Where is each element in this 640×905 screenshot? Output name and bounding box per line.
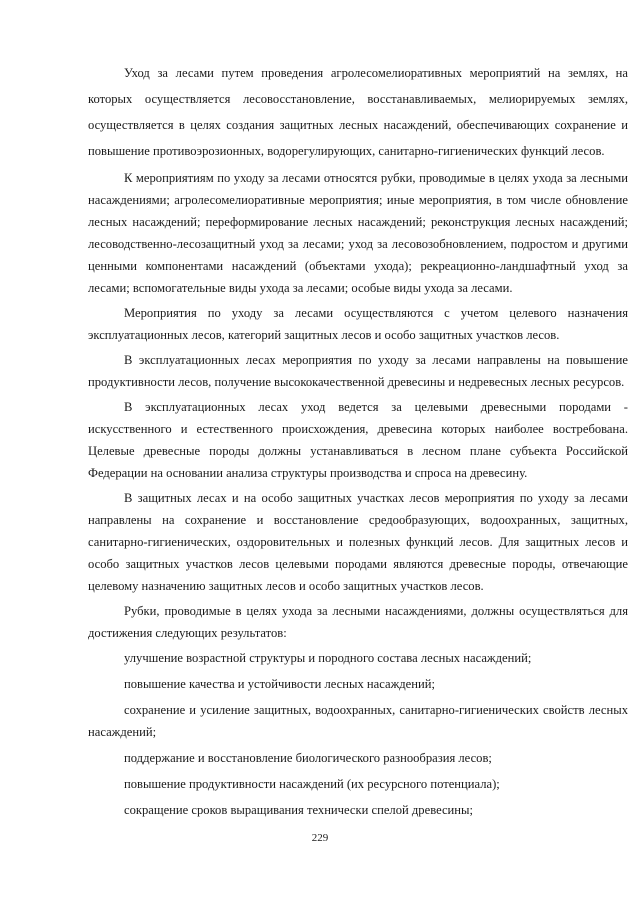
paragraph-target-species: В эксплуатационных лесах уход ведется за целевыми древесными породами - искусственного и естественного происхождения, древесина которых наиболее востребована. Целевые древесные породы должны устанавливаться в лесном плане субъекта Российской Федерации на основании анализа структуры производства и спроса на древесину. bbox=[88, 400, 628, 480]
result-item-age-structure: улучшение возрастной структуры и породного состава лесных насаждений; bbox=[124, 651, 532, 665]
paragraph-protective-forests: В защитных лесах и на особо защитных участках лесов мероприятия по уходу за лесами направлены на сохранение и восстановление средообразующих, водоохранных, защитных, санитарно-гигиенических, оздоровительных и полезных функций лесов. Для защитных лесов и особо защитных участков лесов целевыми породами являются древесные породы, отвечающие целевому назначению защитных лесов и особо защитных участков лесов. bbox=[88, 491, 628, 593]
result-item-protective-properties: сохранение и усиление защитных, водоохранных, санитарно-гигиенических свойств лесных насаждений; bbox=[88, 703, 628, 739]
paragraph-exploitation-forests-aims: В эксплуатационных лесах мероприятия по уходу за лесами направлены на повышение продуктивности лесов, получение высококачественной древесины и недревесных лесных ресурсов. bbox=[88, 353, 628, 389]
result-item-quality-stability: повышение качества и устойчивости лесных насаждений; bbox=[124, 677, 435, 691]
result-item-productivity: повышение продуктивности насаждений (их ресурсного потенциала); bbox=[124, 777, 500, 791]
result-item-timber-period: сокращение сроков выращивания технически спелой древесины; bbox=[124, 803, 473, 817]
paragraph-agroforestry: Уход за лесами путем проведения агролесомелиоративных мероприятий на землях, на которых осуществляется лесовосстановление, восстанавливаемых, мелиорируемых землях, осуществляется в целях создания защитных лесных насаждений, обеспечивающих сохранение и повышение противоэрозионных, водорегулирующих, санитарно-гигиенических функций лесов. bbox=[88, 66, 628, 158]
document-body bbox=[88, 60, 628, 825]
paragraph-purpose-consideration: Мероприятия по уходу за лесами осуществляются с учетом целевого назначения эксплуатационных лесов, категорий защитных лесов и особо защитных участков лесов. bbox=[88, 306, 628, 342]
result-item-biodiversity: поддержание и восстановление биологического разнообразия лесов; bbox=[124, 751, 492, 765]
paragraph-thinning-results-intro: Рубки, проводимые в целях ухода за лесными насаждениями, должны осуществляться для достижения следующих результатов: bbox=[88, 604, 628, 640]
page-number: 229 bbox=[311, 832, 329, 844]
paragraph-care-measures-list: К мероприятиям по уходу за лесами относятся рубки, проводимые в целях ухода за лесными насаждениями; агролесомелиоративные мероприятия; иные мероприятия, в том числе обновление лесных насаждений; переформирование лесных насаждений; реконструкция лесных насаждений; лесоводственно-лесозащитный уход за лесами; уход за лесовозобновлением, подростом и другими ценными компонентами насаждений (объектами ухода); рекреационно-ландшафтный уход за лесами; вспомогательные виды ухода за лесами; особые виды ухода за лесами. bbox=[88, 171, 628, 295]
